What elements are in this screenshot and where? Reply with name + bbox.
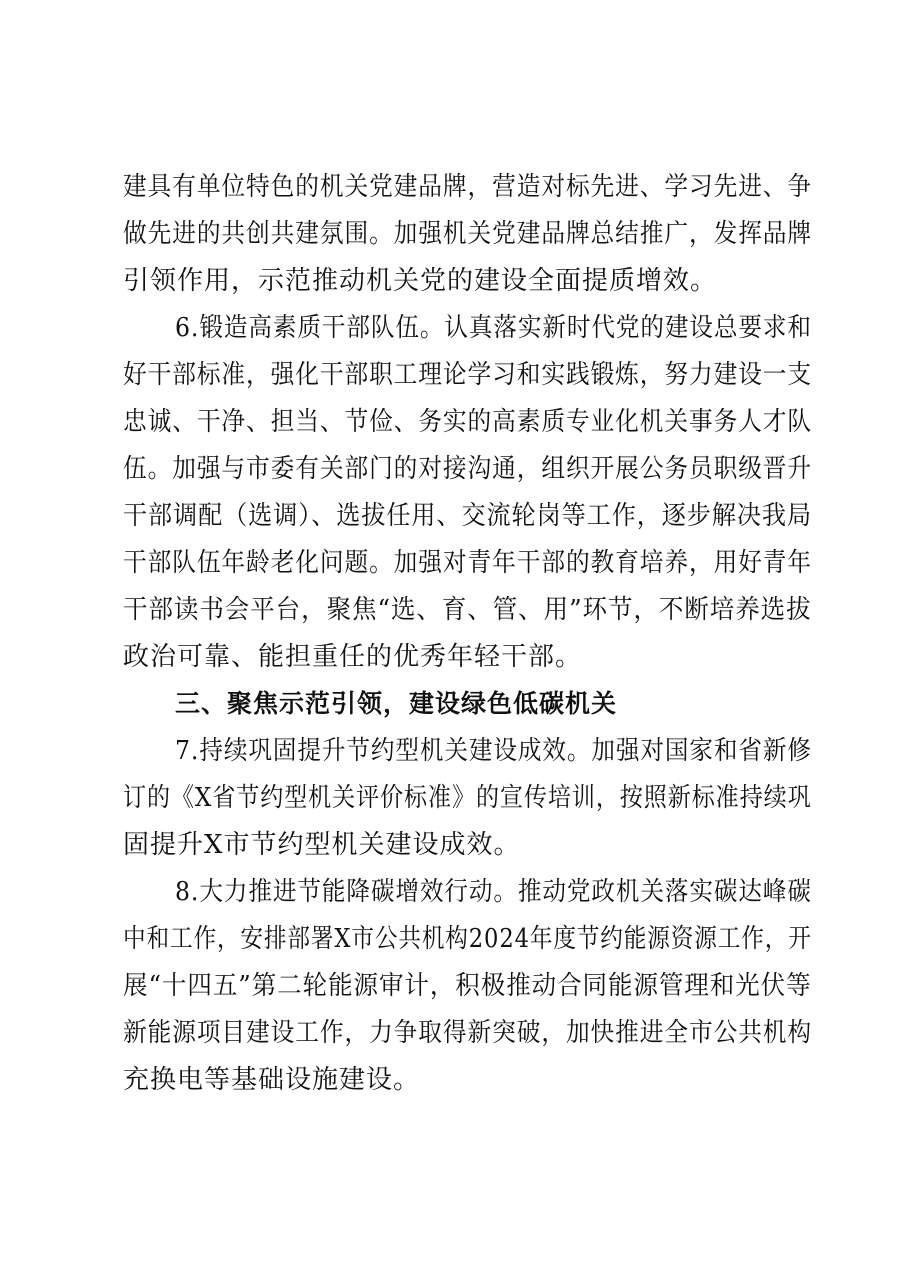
text-line: 充换电等基础设施建设。 [123, 1065, 421, 1095]
text-line: 干部队伍年龄老化问题。加强对青年干部的教育培养，用好青年 [123, 548, 813, 578]
text-line: 订的《X省节约型机关评价标准》的宣传培训，按照新标准持续巩 [123, 783, 812, 813]
text-line: 固提升X市节约型机关建设成效。 [123, 830, 521, 860]
section-heading: 三、聚焦示范引领，建设绿色低碳机关 [175, 689, 618, 718]
text-line: 展“十四五”第二轮能源审计，积极推动合同能源管理和光伏等 [123, 971, 812, 1001]
text-line: 好干部标准，强化干部职工理论学习和实践锻炼，努力建设一支 [123, 360, 813, 390]
text-line: 政治可靠、能担重任的优秀年轻干部。 [123, 642, 583, 672]
text-line: 中和工作，安排部署X市公共机构2024年度节约能源资源工作，开 [123, 924, 812, 954]
text-line: 干部调配（选调）、选拔任用、交流轮岗等工作，逐步解决我局 [123, 501, 812, 531]
text-line: 新能源项目建设工作，力争取得新突破，加快推进全市公共机构 [123, 1018, 813, 1048]
text-line: 建具有单位特色的机关党建品牌，营造对标先进、学习先进、争 [123, 172, 813, 202]
paragraph-6-start: 6.锻造高素质干部队伍。认真落实新时代党的建设总要求和 [175, 313, 812, 343]
text-line: 忠诚、干净、担当、节俭、务实的高素质专业化机关事务人才队 [123, 407, 813, 437]
text-line: 做先进的共创共建氛围。加强机关党建品牌总结推广，发挥品牌 [123, 219, 813, 249]
text-line: 引领作用，示范推动机关党的建设全面提质增效。 [123, 266, 718, 296]
paragraph-8-start: 8.大力推进节能降碳增效行动。推动党政机关落实碳达峰碳 [175, 877, 812, 907]
text-line: 伍。加强与市委有关部门的对接沟通，组织开展公务员职级晋升 [123, 454, 813, 484]
text-line: 干部读书会平台，聚焦“选、育、管、用”环节，不断培养选拔 [123, 595, 812, 625]
paragraph-7-start: 7.持续巩固提升节约型机关建设成效。加强对国家和省新修 [175, 736, 812, 766]
